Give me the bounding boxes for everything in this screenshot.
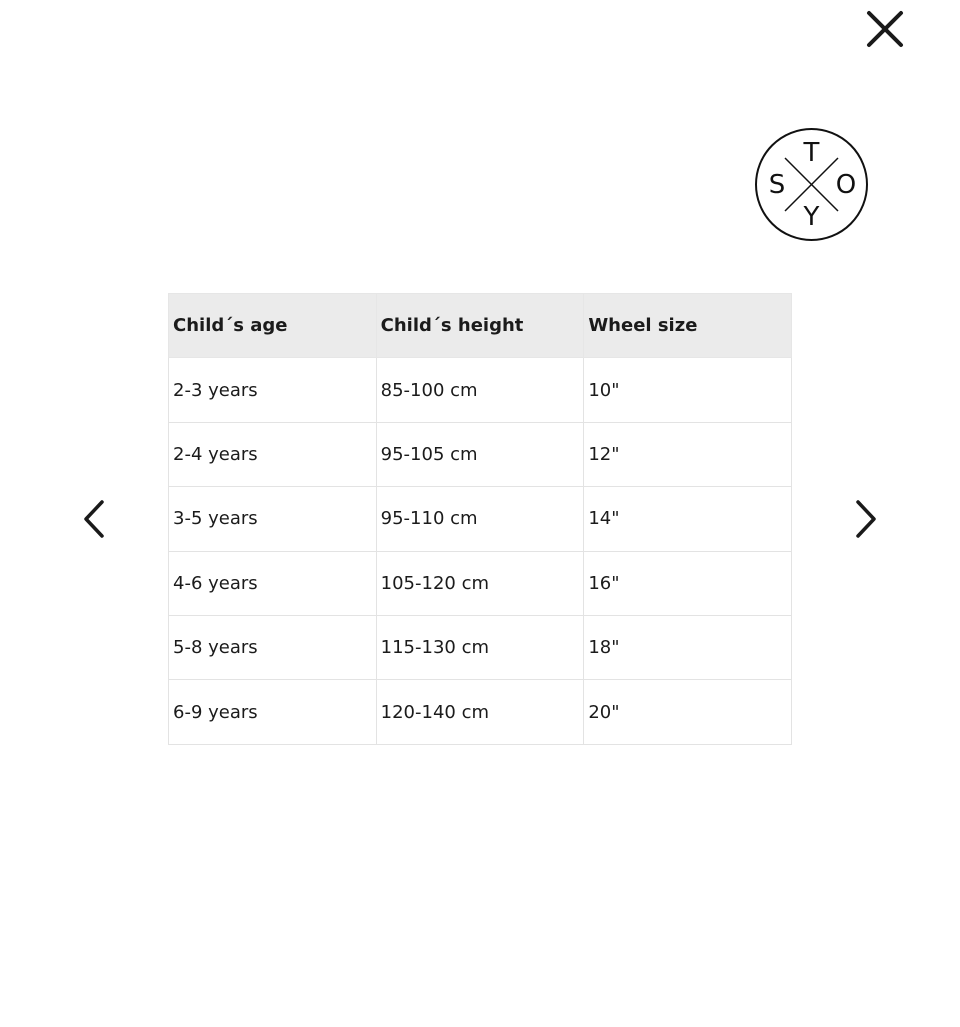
cell-wheel-size: 16" xyxy=(584,551,792,615)
chevron-left-icon xyxy=(80,497,110,541)
cell-height: 115-130 cm xyxy=(376,615,584,679)
cell-wheel-size: 12" xyxy=(584,422,792,486)
cell-height: 85-100 cm xyxy=(376,358,584,422)
close-button[interactable] xyxy=(862,6,908,52)
table-row xyxy=(169,422,792,486)
header-wheel-size: Wheel size xyxy=(584,294,792,358)
size-chart-table xyxy=(168,293,792,745)
table-row xyxy=(169,487,792,551)
cell-height: 105-120 cm xyxy=(376,551,584,615)
next-button[interactable] xyxy=(850,497,880,541)
logo-letter-y: Y xyxy=(803,202,820,232)
cell-age: 4-6 years xyxy=(169,551,377,615)
cell-wheel-size: 18" xyxy=(584,615,792,679)
logo-letter-o: O xyxy=(835,170,857,200)
cell-age: 2-3 years xyxy=(169,358,377,422)
cell-height: 120-140 cm xyxy=(376,680,584,744)
brand-logo xyxy=(754,127,869,242)
cell-wheel-size: 14" xyxy=(584,487,792,551)
cell-age: 5-8 years xyxy=(169,615,377,679)
table-row xyxy=(169,551,792,615)
table-header-row xyxy=(169,294,792,358)
cell-age: 6-9 years xyxy=(169,680,377,744)
table-row xyxy=(169,615,792,679)
cell-height: 95-105 cm xyxy=(376,422,584,486)
logo-letter-s: S xyxy=(768,170,786,200)
table-row xyxy=(169,680,792,744)
cell-wheel-size: 20" xyxy=(584,680,792,744)
cell-wheel-size: 10" xyxy=(584,358,792,422)
close-icon xyxy=(862,6,908,52)
header-child-height: Child´s height xyxy=(376,294,584,358)
chevron-right-icon xyxy=(850,497,880,541)
cell-age: 3-5 years xyxy=(169,487,377,551)
table-row xyxy=(169,358,792,422)
header-child-age: Child´s age xyxy=(169,294,377,358)
cell-height: 95-110 cm xyxy=(376,487,584,551)
logo-letter-t: T xyxy=(803,138,820,168)
cell-age: 2-4 years xyxy=(169,422,377,486)
previous-button[interactable] xyxy=(80,497,110,541)
